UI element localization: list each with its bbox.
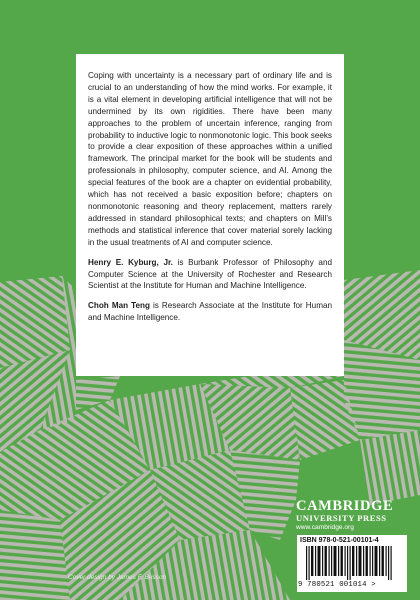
barcode-box: [297, 535, 407, 592]
author-name: Henry E. Kyburg, Jr.: [88, 257, 173, 267]
publisher-logo: [296, 499, 404, 532]
barcode: [300, 546, 404, 580]
publisher-url: www.cambridge.org: [296, 524, 354, 531]
author-bio-text: is Burbank Professor of Philosophy and Computer Science at the University of Rochester and Research Scientist at the Institute for Human and Machine Intelligence.: [88, 257, 332, 291]
publisher-name: CAMBRIDGE: [296, 498, 394, 514]
book-description: Coping with uncertainty is a necessary part of ordinary life and is crucial to an understanding of how the mind works. For example, it is a vital element in developing artificial intelligence that will not be undermined by its own rigidities. There have been many approaches to the problem of uncertain inference, ranging from probability to inductive logic to nonmonotonic logic. This book seeks to provide a clear exposition of these approaches within a unified framework. The principal market for the book will be students and professionals in philosophy, computer science, and AI. Among the special features of the book are a chapter on evidential probability, which has not received a basic exposition before; chapters on nonmonotonic reasoning and theory replacement, matters rarely addressed in standard philosophical texts; and chapters on Mill’s methods and statistical inference that cover material sorely lacking in the usual treatments of AI and computer science.: [88, 71, 332, 247]
cover-design-credit: Cover design by James F. Brisson: [68, 574, 167, 581]
isbn-label: ISBN 978-0-521-00101-4: [300, 537, 379, 544]
author-bio-teng: [88, 300, 332, 324]
barcode-digits: 9 780521 001014 >: [298, 581, 376, 589]
publisher-subtitle: UNIVERSITY PRESS: [296, 513, 387, 523]
author-name: Choh Man Teng: [88, 301, 150, 311]
author-bio-kyburg: [88, 257, 332, 293]
author-bio-text: is Research Associate at the Institute for Human and Machine Intelligence.: [88, 301, 332, 323]
blurb-panel: [76, 54, 344, 376]
